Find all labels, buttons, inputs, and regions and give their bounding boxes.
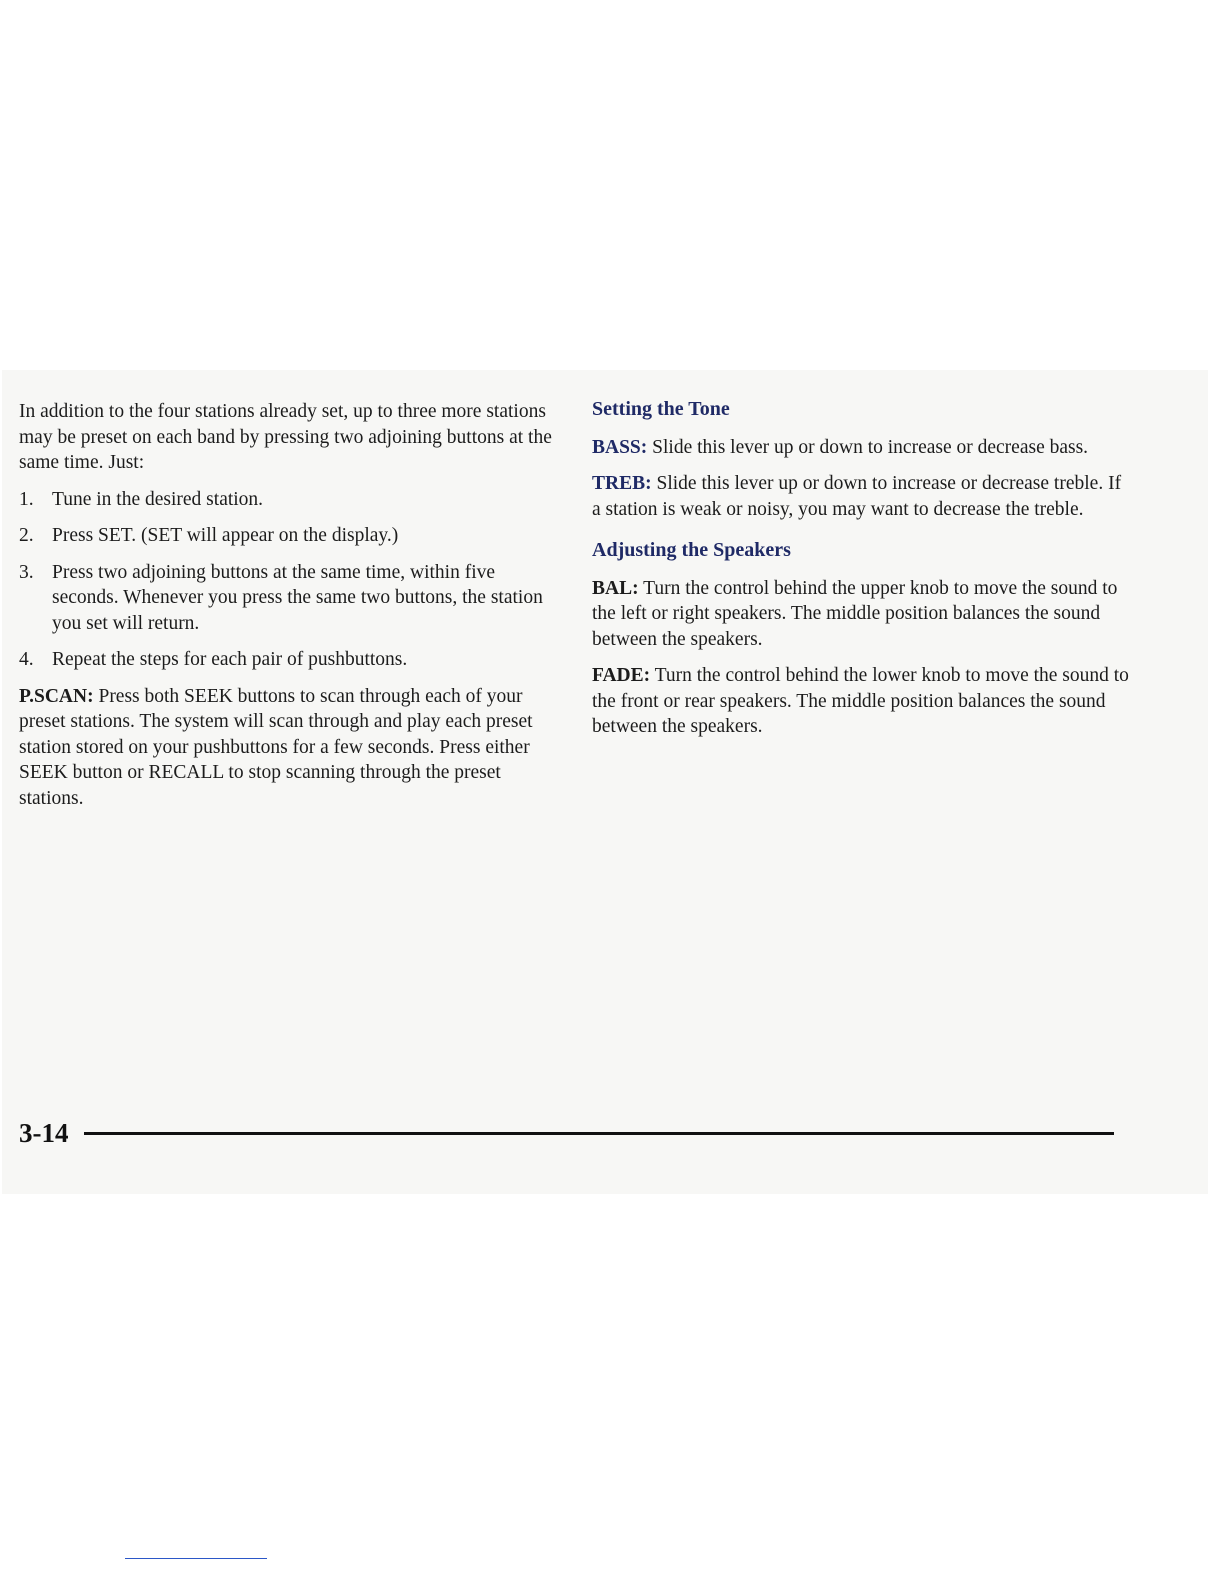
- bal-paragraph: [592, 576, 1132, 653]
- bass-text: Slide this lever up or down to increase or decrease bass.: [647, 436, 1089, 458]
- step-number: 2.: [19, 525, 34, 546]
- pscan-paragraph: [19, 684, 564, 812]
- step-text: Press SET. (SET will appear on the display.): [52, 525, 399, 546]
- heading-setting-the-tone: Setting the Tone: [592, 398, 730, 420]
- left-column: [19, 399, 564, 822]
- list-item: [19, 487, 564, 513]
- treb-text: Slide this lever up or down to increase or decrease treble. If a station is weak or noisy, you may want to decrease the treble.: [592, 473, 1122, 520]
- step-number: 3.: [19, 561, 34, 583]
- step-text: Press two adjoining buttons at the same time, within five seconds. Whenever you press the same two buttons, the station you set will return.: [52, 561, 543, 634]
- bottom-divider: [125, 1558, 267, 1559]
- page-footer: [19, 1118, 69, 1149]
- treb-paragraph: [592, 471, 1132, 522]
- step-number: 1.: [19, 488, 34, 510]
- bass-term: BASS:: [592, 436, 648, 458]
- fade-term: FADE:: [592, 665, 651, 686]
- list-item: [19, 523, 564, 549]
- list-item: [19, 647, 564, 673]
- step-text: Tune in the desired station.: [52, 488, 264, 510]
- heading-adjusting-the-speakers: Adjusting the Speakers: [592, 539, 791, 561]
- footer-rule: [84, 1132, 1114, 1135]
- fade-text: Turn the control behind the lower knob to move the sound to the front or rear speakers. The middle position balances the sound between the speakers.: [592, 665, 1129, 737]
- intro-paragraph: In addition to the four stations already set, up to three more stations may be preset on each band by pressing two adjoining buttons at the same time. Just:: [19, 401, 552, 473]
- bass-paragraph: [592, 435, 1132, 461]
- fade-paragraph: [592, 663, 1132, 740]
- bal-text: Turn the control behind the upper knob to move the sound to the left or right speakers. The middle position balances the sound between the speakers.: [592, 577, 1118, 650]
- page-number: 3-14: [19, 1118, 69, 1148]
- right-column: [592, 397, 1132, 751]
- treb-term: TREB:: [592, 473, 652, 494]
- step-number: 4.: [19, 649, 34, 670]
- list-item: [19, 560, 564, 637]
- step-text: Repeat the steps for each pair of pushbuttons.: [52, 649, 408, 670]
- pscan-term: P.SCAN:: [19, 685, 94, 707]
- bal-term: BAL:: [592, 577, 639, 599]
- pscan-text: Press both SEEK buttons to scan through each of your preset stations. The system will scan through and play each preset station stored on your pushbuttons for a few seconds. Press either SEEK button or RECALL to stop scanning through the preset stations.: [19, 685, 533, 809]
- preset-steps-list: [19, 487, 564, 673]
